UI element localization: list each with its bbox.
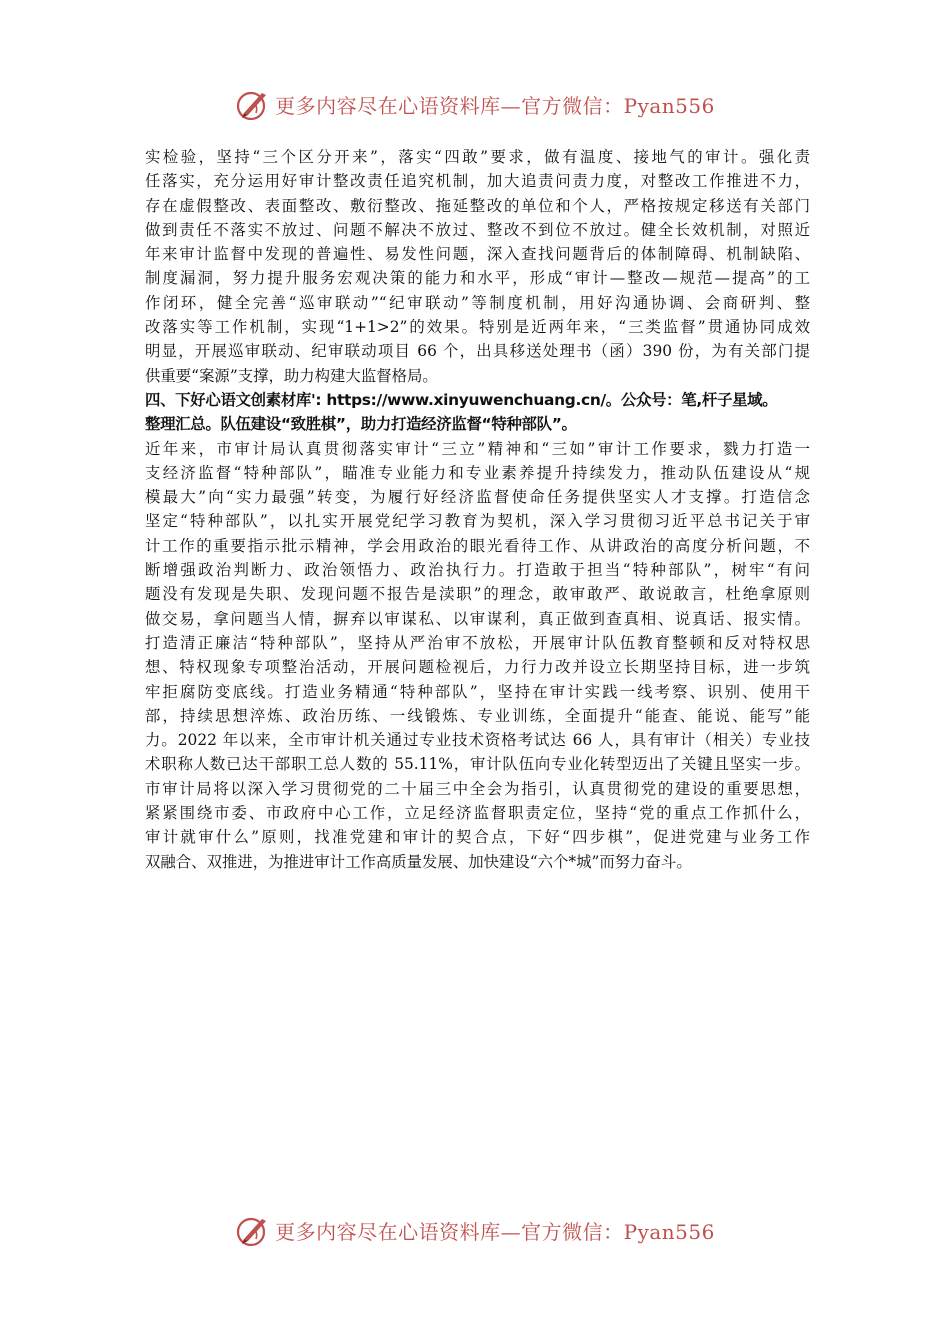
- footer-banner-text: 更多内容尽在心语资料库—官方微信：Pyan556: [275, 1219, 715, 1244]
- body-line: 存在虚假整改、表面整改、敷衍整改、拖延整改的单位和个人，严格按规定移送有关部门: [145, 196, 810, 215]
- body-line: 双融合、双推进，为推进审计工作高质量发展、加快建设“六个*城”而努力奋斗。: [145, 852, 692, 871]
- body-line: 部，持续思想淬炼、政治历练、一线锻炼、专业训练，全面提升“能查、能说、能写”能: [145, 706, 810, 725]
- body-line: 制度漏洞，努力提升服务宏观决策的能力和水平，形成“审计—整改—规范—提高”的工: [145, 269, 810, 288]
- body-line: 任落实，充分运用好审计整改责任追究机制，加大追责问责力度，对整改工作推进不力，: [145, 172, 810, 191]
- body-line: 做到责任不落实不放过、问题不解决不放过、整改不到位不放过。健全长效机制，对照近: [145, 220, 810, 239]
- footer-banner: [0, 1210, 950, 1250]
- body-line: 审计就审什么”原则，找准党建和审计的契合点，下好“四步棋”，促进党建与业务工作: [145, 828, 810, 847]
- document-body: [145, 145, 810, 874]
- body-line: 断增强政治判断力、政治领悟力、政治执行力。打造敢于担当“特种部队”，树牢“有问: [145, 561, 810, 580]
- body-line: 牢拒腐防变底线。打造业务精通“特种部队”，坚持在审计实践一线考察、识别、使用干: [145, 682, 810, 701]
- body-line: 市审计局将以深入学习贯彻党的二十届三中全会为指引，认真贯彻党的建设的重要思想，: [145, 779, 810, 798]
- body-line: 作闭环，健全完善“巡审联动”“纪审联动”等制度机制，用好沟通协调、会商研判、整: [145, 293, 810, 312]
- pen-logo-icon: [235, 1212, 271, 1248]
- body-line: 坚定“特种部队”，以扎实开展党纪学习教育为契机，深入学习贯彻习近平总书记关于审: [145, 512, 810, 531]
- body-line: 题没有发现是失职、发现问题不报告是渎职”的理念，敢审敢严、敢说敢言，杜绝拿原则: [145, 585, 810, 604]
- body-line: 近年来，市审计局认真贯彻落实审计“三立”精神和“三如”审计工作要求，戮力打造一: [145, 439, 810, 458]
- body-line: 供重要“案源”支撑，助力构建大监督格局。: [145, 366, 438, 385]
- body-line: 力。2022 年以来，全市审计机关通过专业技术资格考试达 66 人，具有审计（相关）专业技: [145, 731, 810, 750]
- body-line: 打造清正廉洁“特种部队”，坚持从严治审不放松，开展审计队伍教育整顿和反对特权思: [145, 633, 810, 652]
- body-line: 支经济监督“特种部队”，瞄准专业能力和专业素养提升持续发力，推动队伍建设从“规: [145, 463, 810, 482]
- body-line: 改落实等工作机制，实现“1+1>2”的效果。特别是近两年来，“三类监督”贯通协同成效: [145, 318, 810, 337]
- body-line: 实检验，坚持“三个区分开来”，落实“四敢”要求，做有温度、接地气的审计。强化责: [145, 148, 810, 166]
- body-line: 模最大”向“实力最强”转变，为履行好经济监督使命任务提供坚实人才支撑。打造信念: [145, 488, 810, 507]
- body-line: 年来审计监督中发现的普遍性、易发性问题，深入查找问题背后的体制障碍、机制缺陷、: [145, 245, 810, 264]
- body-line: 想、特权现象专项整治活动，开展问题检视后，力行力改并设立长期坚持目标，进一步筑: [145, 658, 810, 677]
- section-heading: 四、下好心语文创素材库': https://www.xinyuwenchuang.cn/。公众号：笔,杆子星域。: [145, 390, 778, 409]
- body-line: 明显，开展巡审联动、纪审联动项目 66 个，出具移送处理书（函）390 份，为有关部门提: [145, 342, 810, 361]
- body-line: 做交易，拿问题当人情，摒弃以审谋私、以审谋利，真正做到查真相、说真话、报实情。: [145, 609, 810, 628]
- pen-logo-icon: [235, 86, 271, 122]
- body-line: 紧紧围绕市委、市政府中心工作，立足经济监督职责定位，坚持“党的重点工作抓什么，: [145, 804, 810, 823]
- body-line: 计工作的重要指示批示精神，学会用政治的眼光看待工作、从讲政治的高度分析问题，不: [145, 536, 810, 555]
- section-heading: 整理汇总。队伍建设“致胜棋”，助力打造经济监督“特种部队”。: [145, 415, 577, 434]
- header-banner-text: 更多内容尽在心语资料库—官方微信：Pyan556: [275, 93, 715, 118]
- body-line: 术职称人数已达干部职工总人数的 55.11%，审计队伍向专业化转型迈出了关键且坚实一步。: [145, 755, 810, 774]
- header-banner: [0, 84, 950, 124]
